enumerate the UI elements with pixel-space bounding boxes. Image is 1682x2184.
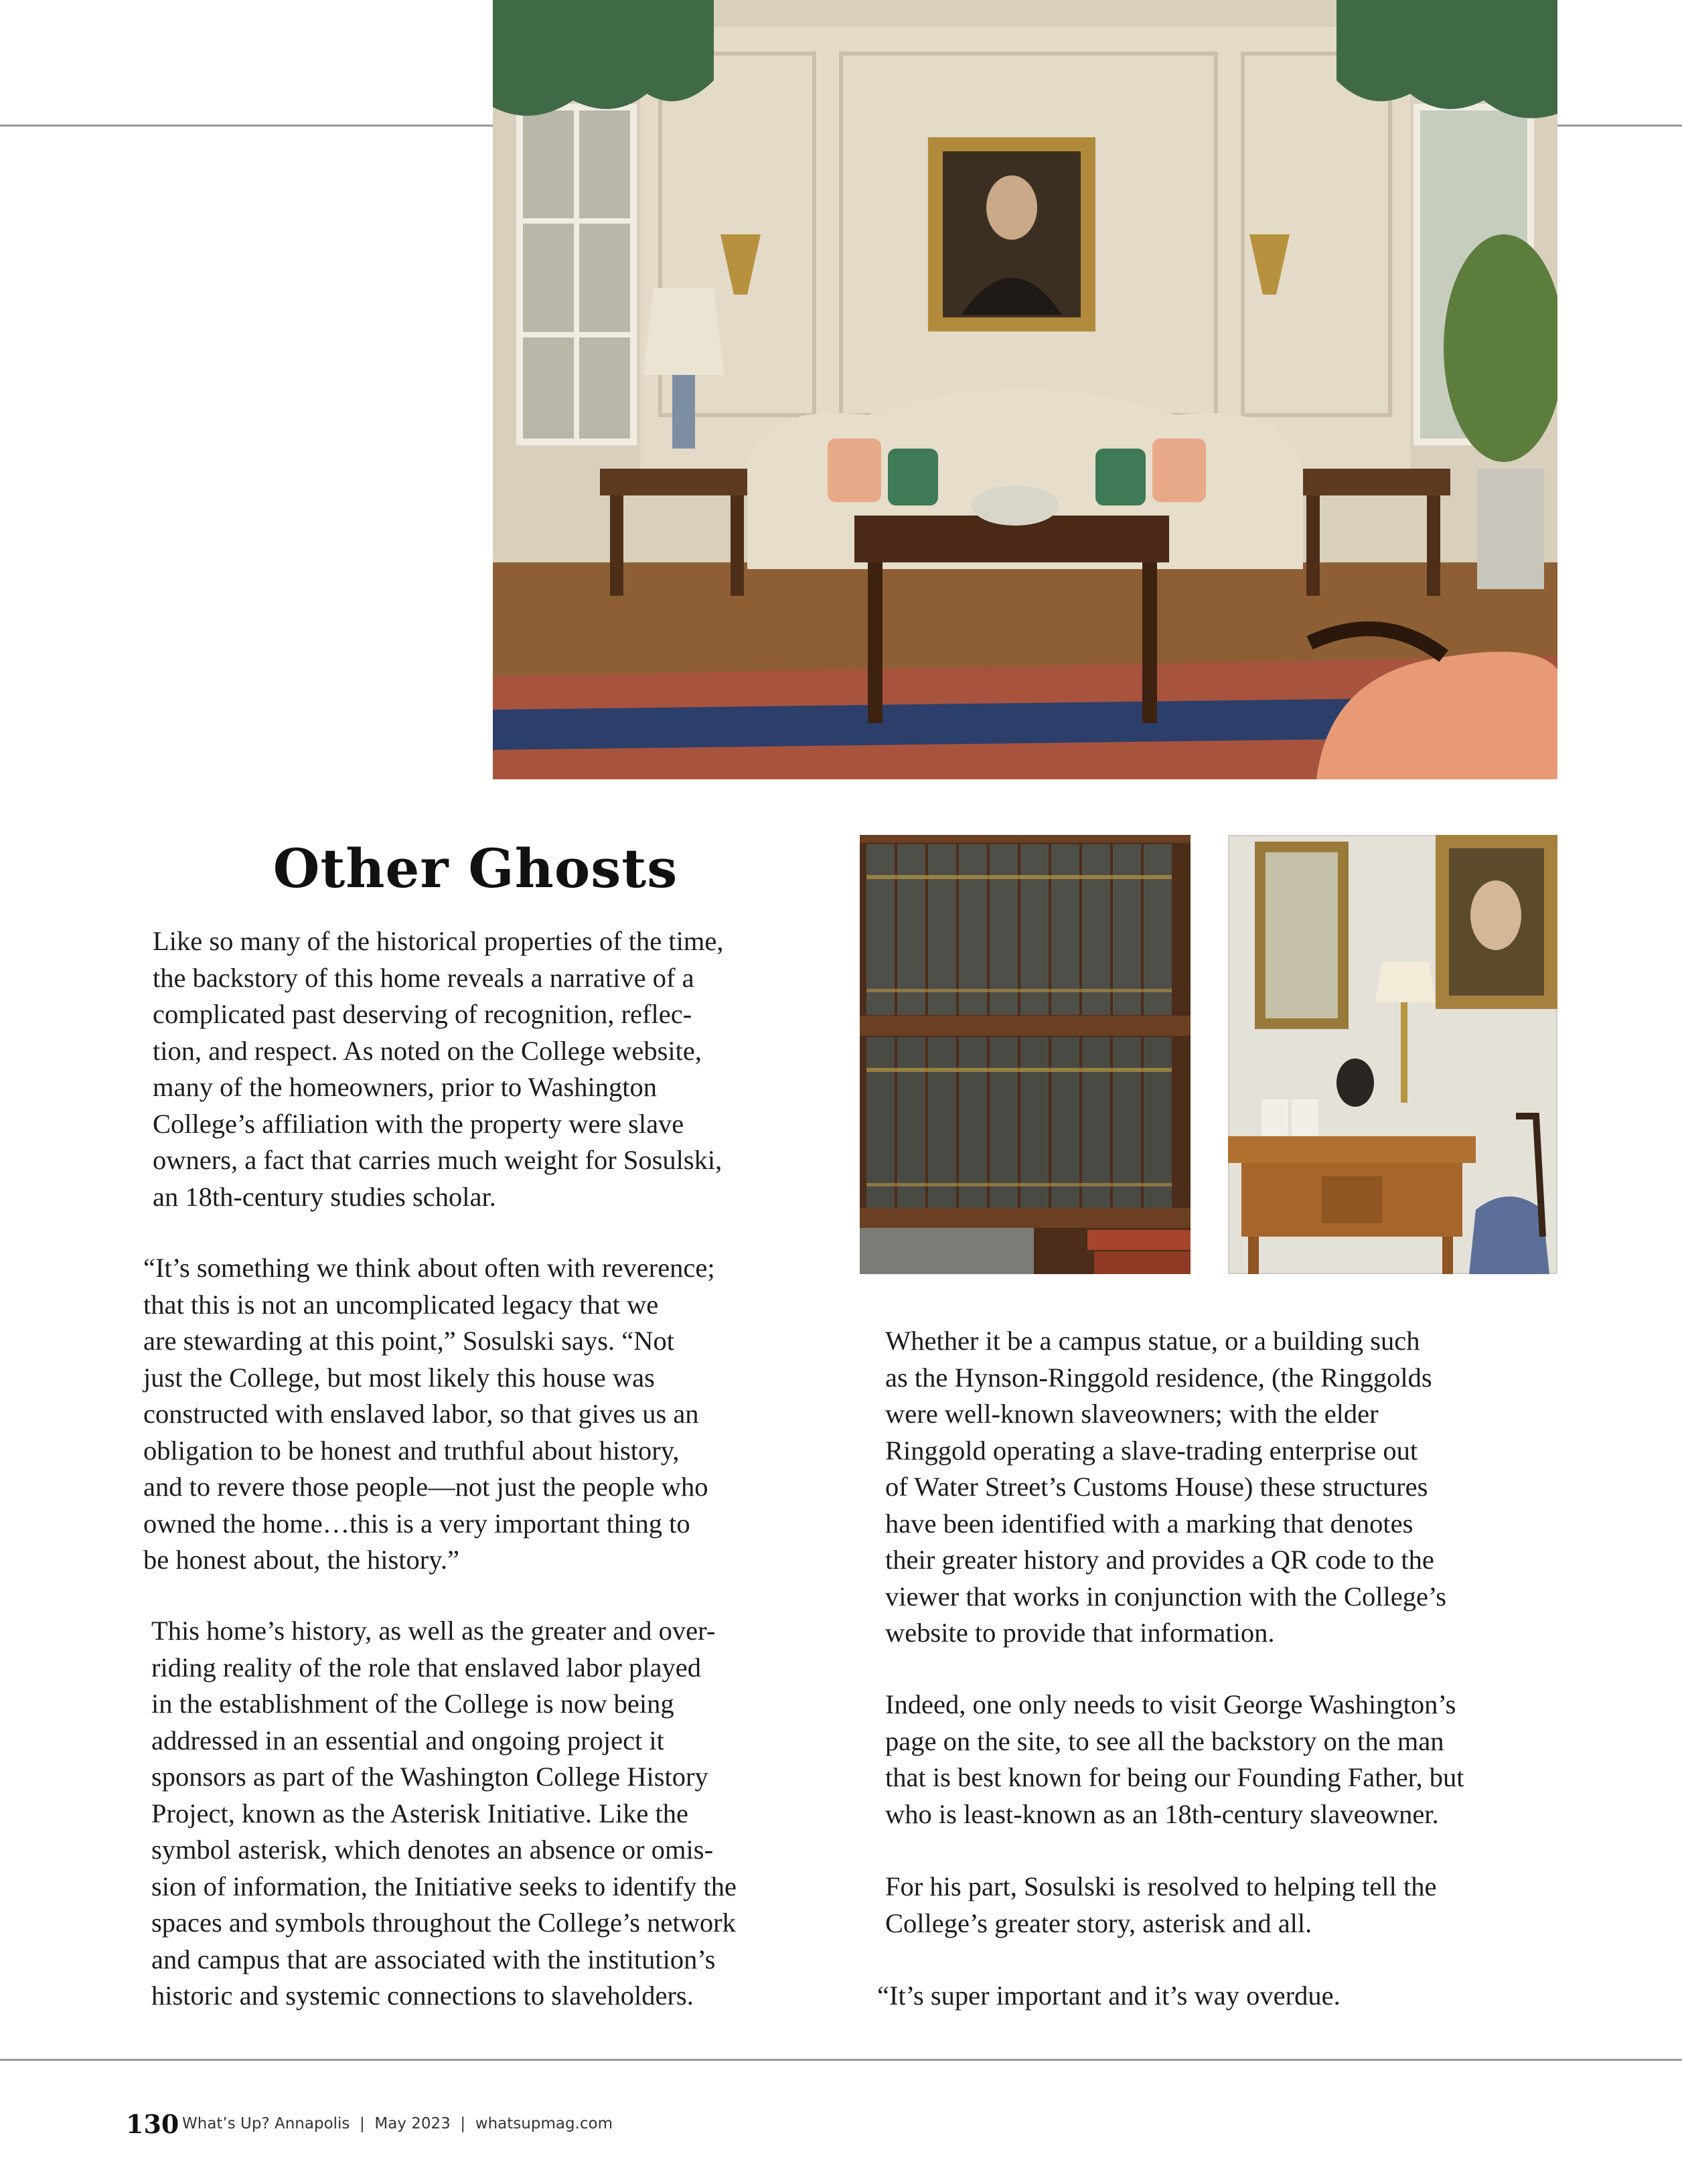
top-rule-left — [0, 125, 495, 127]
right-paragraph-2: Indeed, one only needs to visit George Washington’s page on the site, to see all the backstory on the man that is best known for being our Founding Father, but who is least-known as an 18th-century slaveowner. — [885, 1689, 1464, 1829]
section-heading: Other Ghosts — [273, 837, 678, 900]
left-paragraph-1: Like so many of the historical properties of the time, the backstory of this home reveals a narrative of a complicated past deserving of recognition, reflec- tion, and respect. As noted on the College website, many of the homeowners, prior to Washington College’s affiliation with the property were slave owners, a fact that carries much weight for Sosulski, an 18th-century studies scholar. — [153, 926, 724, 1212]
left-paragraph-2: “It’s something we think about often with reverence; that this is not an uncomplicated legacy that we are stewarding at this point,” Sosulski says. “Not just the College, but most likely this house was constructed with enslaved labor, so that gives us an obligation to be honest and truthful about history, and to revere those people—not just the people who owned the home…this is a very important thing to be honest about, the history.” — [143, 1253, 715, 1575]
left-paragraph-3: This home’s history, as well as the greater and over- riding reality of the role that enslaved labor played in the establishment of the College is now being addressed in an essential and ongoing project it sponsors as part of the Washington College History Project, known as the Asterisk Initiative. Like the symbol asterisk, which denotes an absence or omis- sion of information, the Initiative seeks to identify the spaces and symbols throughout the College’s network and campus that are associated with the institution’s historic and systemic connections to slaveholders. — [151, 1616, 737, 2011]
parlor-photo-icon — [493, 0, 1557, 779]
bookshelf-photo-icon — [860, 835, 1191, 1274]
page-number: 130 — [126, 2109, 179, 2139]
bottom-rule — [0, 2059, 1682, 2061]
top-rule-right — [1555, 125, 1682, 127]
corner-desk-photo-icon — [1228, 835, 1557, 1274]
right-paragraph-1: Whether it be a campus statue, or a building such as the Hynson-Ringgold residence, (the Ringgolds were well-known slaveowners; with the elder Ringgold operating a slave-trading enterprise out of Water Street’s Customs House) these structures have been identified with a marking that denotes their greater history and provides a QR code to the viewer that works in conjunction with the College’s website to provide that information. — [885, 1326, 1446, 1648]
right-paragraph-3: For his part, Sosulski is resolved to helping tell the College’s greater story, asterisk and all. — [885, 1871, 1437, 1938]
publication-credit: What’s Up? Annapolis | May 2023 | whatsupmag.com — [182, 2115, 613, 2132]
right-paragraph-4: “It’s super important and it’s way overdue. — [877, 1980, 1341, 2011]
